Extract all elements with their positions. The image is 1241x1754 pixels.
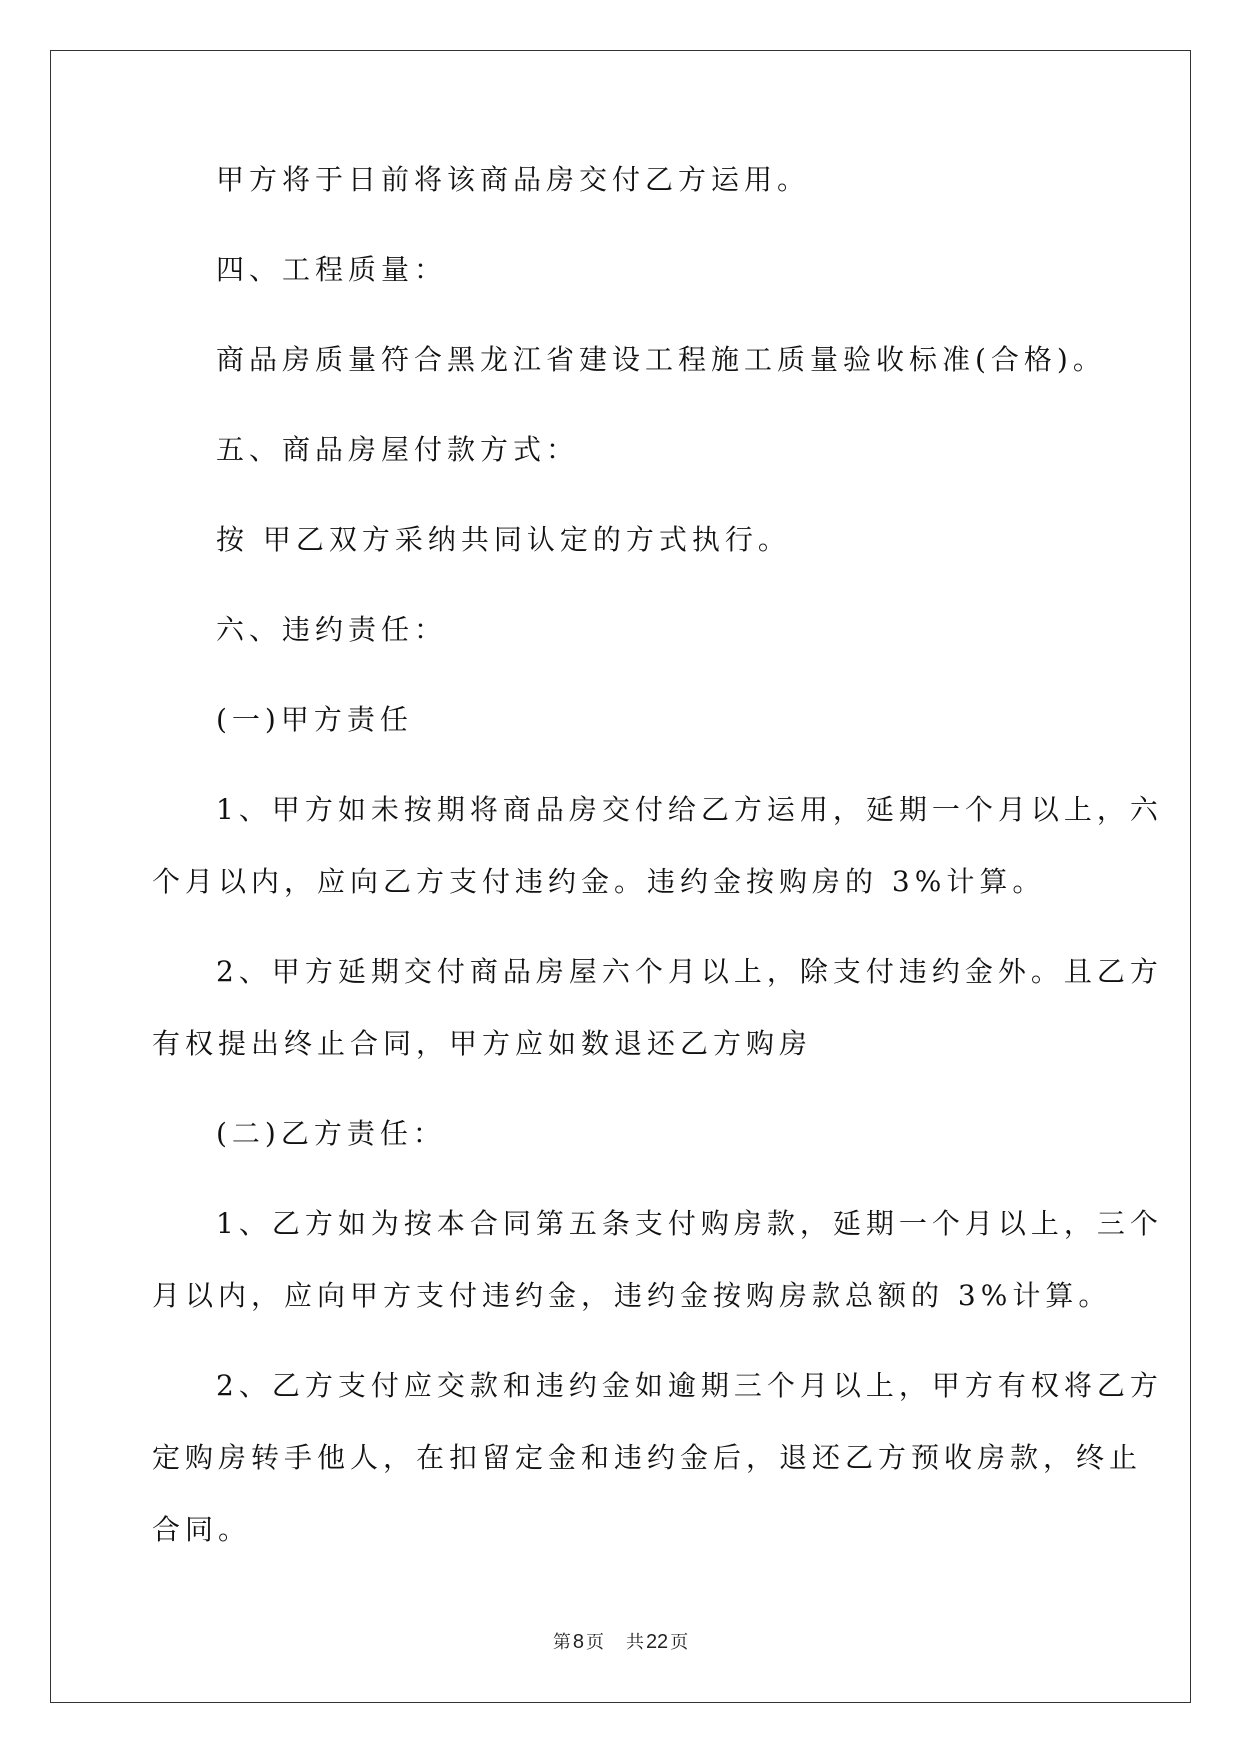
paragraph-line: 2、乙方支付应交款和违约金如逾期三个月以上，甲方有权将乙方 — [216, 1369, 1163, 1402]
paragraph — [152, 793, 1163, 898]
footer-total-prefix: 共 — [625, 1632, 644, 1652]
footer-current-page: 8 — [572, 1631, 584, 1653]
section-heading: 四、工程质量： — [216, 253, 448, 286]
paragraph: 商品房质量符合黑龙江省建设工程施工质量验收标准(合格)。 — [216, 343, 1106, 376]
footer-page-suffix: 页 — [585, 1632, 604, 1652]
paragraph-line: 1、乙方如为按本合同第五条支付购房款，延期一个月以上，三个 — [216, 1207, 1163, 1240]
footer-total-pages: 22 — [645, 1631, 669, 1653]
paragraph — [152, 955, 1163, 1060]
section-heading: 五、商品房屋付款方式： — [216, 433, 580, 466]
paragraph-line: 个月以内，应向乙方支付违约金。违约金按购房的 3%计算。 — [152, 865, 1046, 898]
paragraph: 甲方将于日前将该商品房交付乙方运用。 — [216, 163, 811, 196]
document-body — [152, 163, 1163, 1546]
page-footer — [0, 1628, 1241, 1654]
paragraph: 按 甲乙双方采纳共同认定的方式执行。 — [216, 523, 791, 556]
paragraph — [152, 1369, 1163, 1546]
footer-page-prefix: 第 — [552, 1632, 571, 1652]
subsection-heading: (二)乙方责任： — [216, 1117, 446, 1150]
subsection-heading: (一)甲方责任 — [216, 703, 413, 736]
paragraph-line: 2、甲方延期交付商品房屋六个月以上，除支付违约金外。且乙方 — [216, 955, 1163, 988]
paragraph-line: 合同。 — [152, 1513, 252, 1546]
footer-total-suffix: 页 — [670, 1632, 689, 1652]
paragraph — [152, 1207, 1163, 1312]
paragraph-line: 定购房转手他人，在扣留定金和违约金后，退还乙方预收房款，终止 — [152, 1441, 1143, 1474]
paragraph-line: 1、甲方如未按期将商品房交付给乙方运用，延期一个月以上，六 — [216, 793, 1163, 826]
section-heading: 六、违约责任： — [216, 613, 448, 646]
paragraph-line: 月以内，应向甲方支付违约金，违约金按购房款总额的 3%计算。 — [152, 1279, 1112, 1312]
paragraph-line: 有权提出终止合同，甲方应如数退还乙方购房 — [152, 1027, 813, 1060]
